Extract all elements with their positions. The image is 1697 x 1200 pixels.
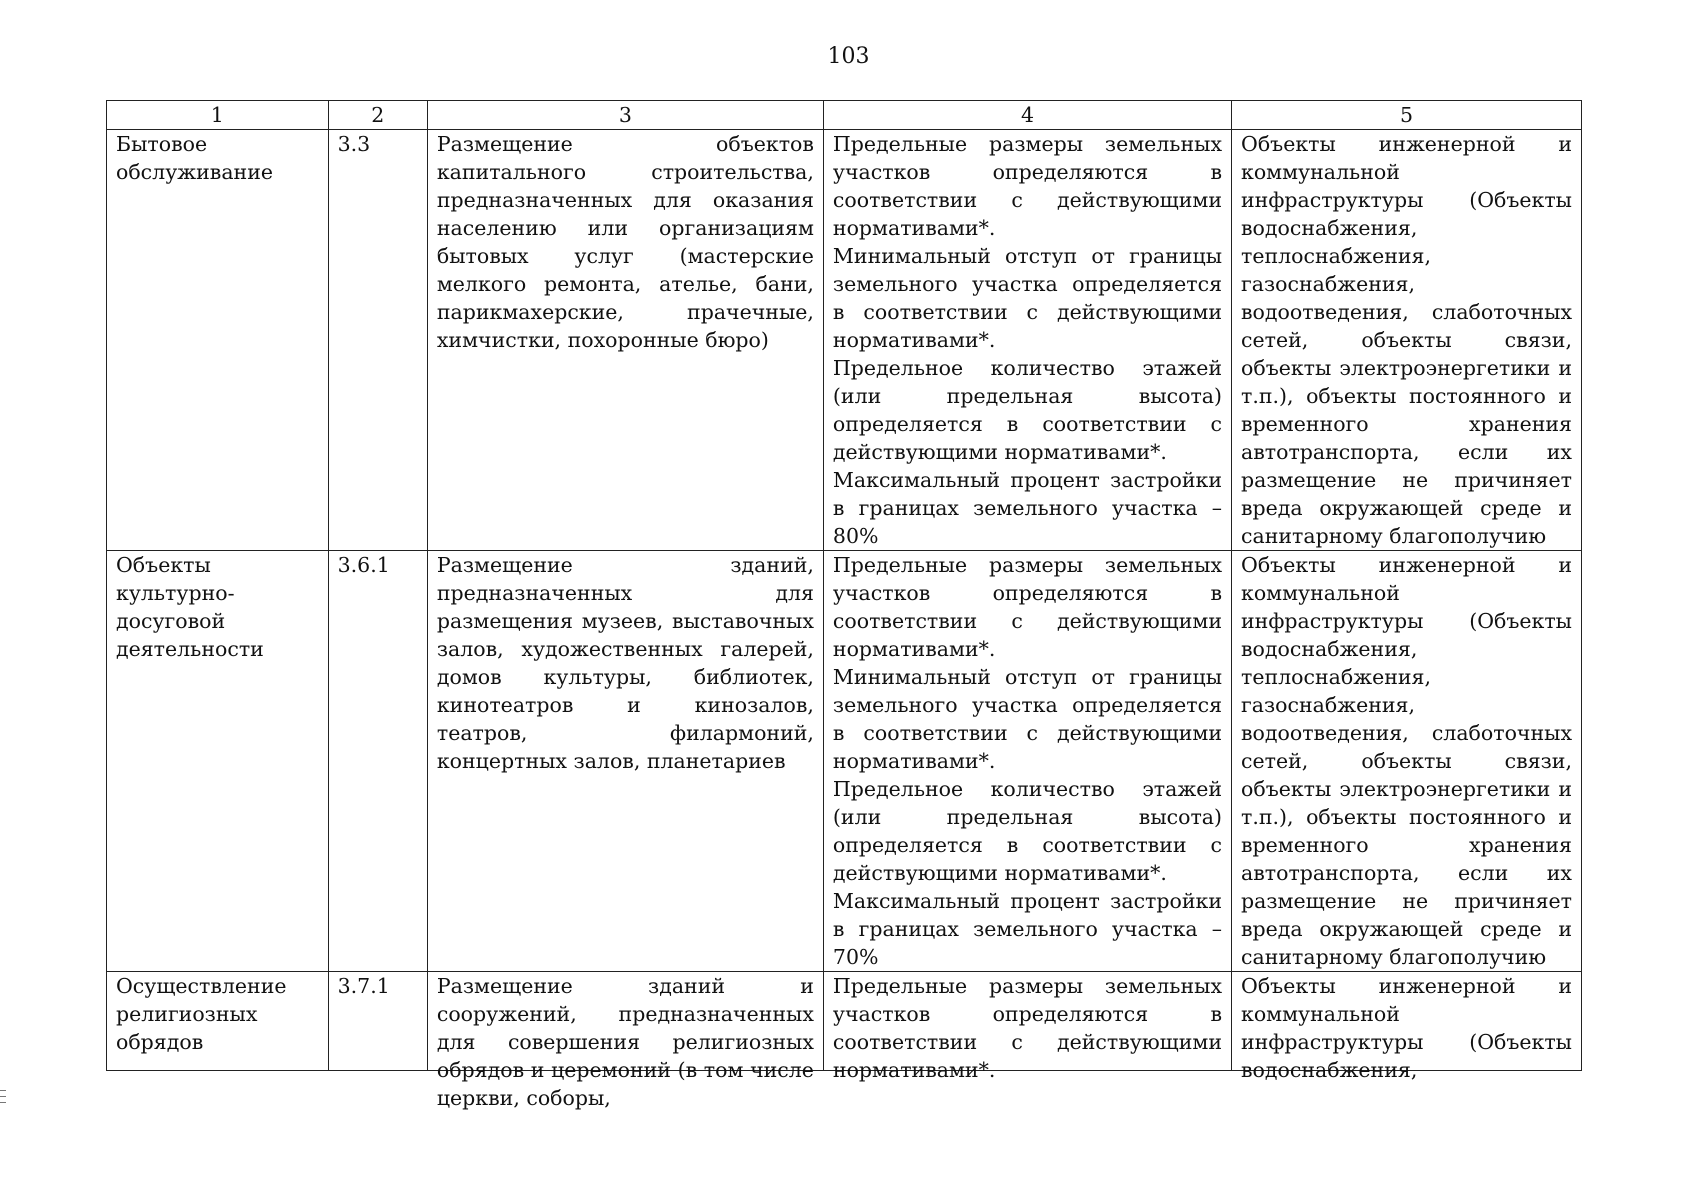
margin-mark bbox=[0, 1102, 6, 1103]
table-row bbox=[107, 551, 1582, 972]
page-number: 103 bbox=[827, 44, 870, 69]
auxiliary-uses-cell bbox=[1232, 972, 1582, 1082]
use-name-text: Осуществление религиозных обрядов bbox=[116, 974, 287, 1054]
param-line: Максимальный процент застройки в границах земельного участка – 80% bbox=[832, 468, 1223, 548]
use-code-text: 3.7.1 bbox=[337, 974, 390, 998]
param-line: Предельные размеры земельных участков определяются в соответствии с действующими нормативами*. bbox=[832, 974, 1223, 1082]
auxiliary-uses-cell: Объекты инженерной и коммунальной инфраструктуры (Объекты водоснабжения, теплоснабжения, газоснабжения, водоотведения, слаботочных сетей, объекты связи, объекты электроэнергетики и т.п.), объекты постоянного и временного хранения автотранспорта, если их размещение не причиняет вреда окружающей среде и санитарному благополучию bbox=[1232, 551, 1582, 972]
param-line: Минимальный отступ от границы земельного участка определяется в соответствии с действующими нормативами*. bbox=[832, 665, 1223, 773]
use-description-cell bbox=[427, 972, 823, 1110]
header-col-3: 3 bbox=[427, 101, 823, 130]
param-line: Предельные размеры земельных участков определяются в соответствии с действующими нормативами*. bbox=[832, 132, 1223, 240]
use-description-text: Размещение зданий и сооружений, предназначенных для совершения религиозных обрядов и церемоний (в том числе церкви, соборы, bbox=[436, 974, 814, 1110]
margin-mark bbox=[0, 1090, 6, 1091]
use-description-cell: Размещение объектов капитального строительства, предназначенных для оказания населению или организациям бытовых услуг (мастерские мелкого ремонта, ателье, бани, парикмахерские, прачечные, химчистки, похоронные бюро) bbox=[427, 130, 823, 551]
use-description-cell: Размещение зданий, предназначенных для размещения музеев, выставочных залов, художественных галерей, домов культуры, библиотек, кинотеатров и кинозалов, театров, филармоний, концертных залов, планетариев bbox=[427, 551, 823, 972]
use-params-cell bbox=[823, 551, 1231, 972]
table-row bbox=[107, 130, 1582, 551]
use-code-cell: 3.6.1 bbox=[328, 551, 427, 972]
param-line: Предельные размеры земельных участков определяются в соответствии с действующими нормативами*. bbox=[832, 553, 1223, 661]
param-line: Предельное количество этажей (или предельная высота) определяется в соответствии с действующими нормативами*. bbox=[832, 777, 1223, 885]
use-code-cell: 3.3 bbox=[328, 130, 427, 551]
param-line: Предельное количество этажей (или предельная высота) определяется в соответствии с действующими нормативами*. bbox=[832, 356, 1223, 464]
table-row bbox=[107, 972, 1582, 1071]
header-col-2: 2 bbox=[328, 101, 427, 130]
use-code-cell bbox=[328, 972, 427, 1071]
header-col-1: 1 bbox=[107, 101, 329, 130]
use-name-cell: Объекты культурно-досуговой деятельности bbox=[107, 551, 329, 972]
header-row bbox=[107, 101, 1582, 130]
use-params-cell bbox=[823, 972, 1231, 1082]
use-params-cell bbox=[823, 130, 1231, 551]
header-col-5: 5 bbox=[1232, 101, 1582, 130]
param-line: Минимальный отступ от границы земельного участка определяется в соответствии с действующими нормативами*. bbox=[832, 244, 1223, 352]
param-line: Максимальный процент застройки в границах земельного участка – 70% bbox=[832, 889, 1223, 969]
margin-mark bbox=[0, 1096, 6, 1097]
land-use-table bbox=[106, 100, 1582, 1110]
auxiliary-uses-cell: Объекты инженерной и коммунальной инфраструктуры (Объекты водоснабжения, теплоснабжения, газоснабжения, водоотведения, слаботочных сетей, объекты связи, объекты электроэнергетики и т.п.), объекты постоянного и временного хранения автотранспорта, если их размещение не причиняет вреда окружающей среде и санитарному благополучию bbox=[1232, 130, 1582, 551]
use-params-text bbox=[832, 972, 1223, 1082]
auxiliary-uses-text: Объекты инженерной и коммунальной инфраструктуры (Объекты водоснабжения, bbox=[1241, 974, 1572, 1082]
use-name-cell: Бытовое обслуживание bbox=[107, 130, 329, 551]
header-col-4: 4 bbox=[823, 101, 1231, 130]
use-name-cell bbox=[107, 972, 329, 1071]
